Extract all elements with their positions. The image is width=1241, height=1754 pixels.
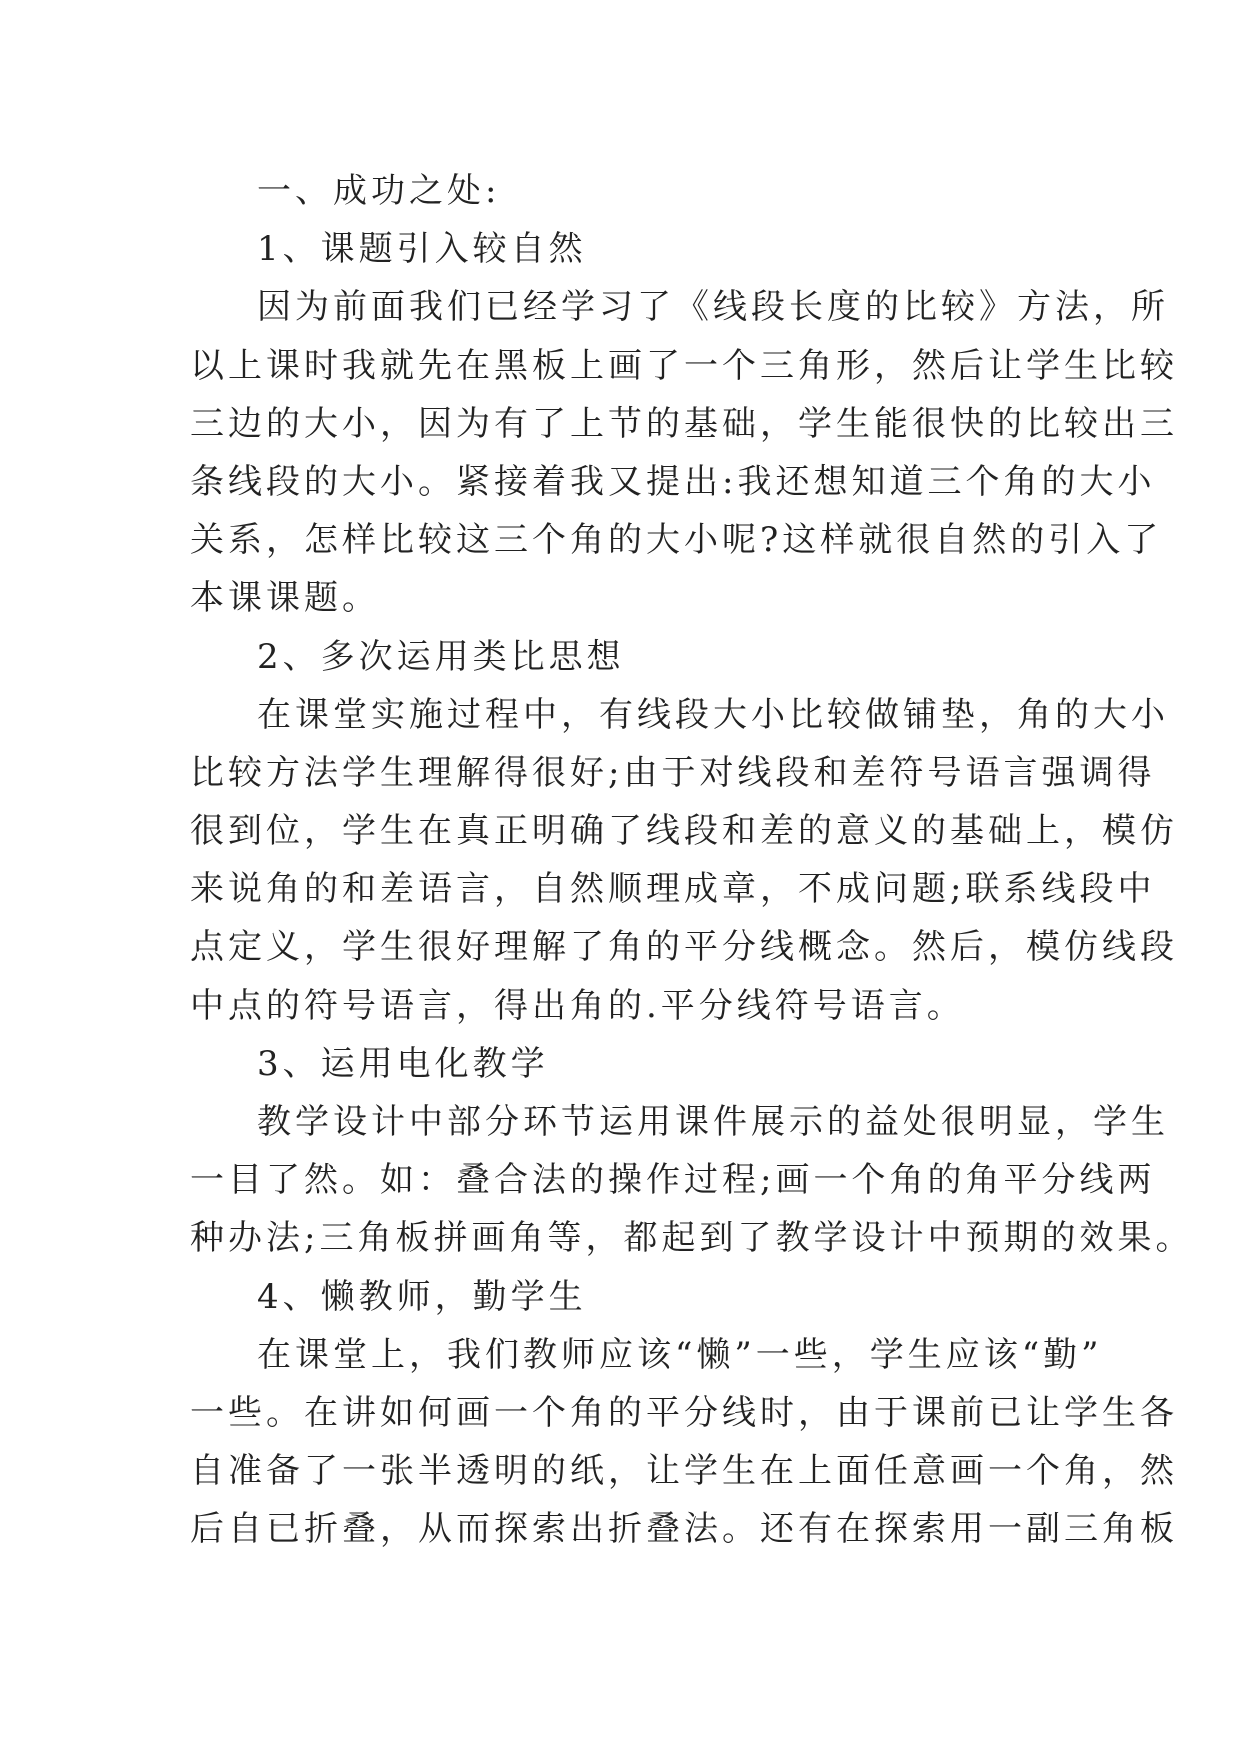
text-line: 2、多次运用类比思想 bbox=[257, 636, 625, 677]
text-line: 以上课时我就先在黑板上画了一个三角形，然后让学生比较 bbox=[190, 345, 1178, 386]
text-line: 中点的符号语言，得出角的.平分线符号语言。 bbox=[190, 985, 965, 1026]
text-line: 本课课题。 bbox=[190, 578, 380, 619]
text-line: 点定义，学生很好理解了角的平分线概念。然后，模仿线段 bbox=[190, 927, 1178, 968]
text-line: 种办法;三角板拼画角等，都起到了教学设计中预期的效果。 bbox=[190, 1218, 1194, 1259]
body-text bbox=[190, 162, 1194, 1559]
text-line: 后自已折叠，从而探索出折叠法。还有在探索用一副三角板 bbox=[190, 1509, 1178, 1550]
text-line: 自准备了一张半透明的纸，让学生在上面任意画一个角，然 bbox=[190, 1451, 1178, 1492]
text-line: 条线段的大小。紧接着我又提出:我还想知道三个角的大小 bbox=[190, 461, 1156, 502]
text-line: 很到位，学生在真正明确了线段和差的意义的基础上，模仿 bbox=[190, 811, 1178, 852]
text-line: 三边的大小，因为有了上节的基础，学生能很快的比较出三 bbox=[190, 403, 1178, 444]
text-line: 关系，怎样比较这三个角的大小呢?这样就很自然的引入了 bbox=[190, 520, 1163, 561]
text-line: 在课堂上，我们教师应该“懒”一些，学生应该“勤” bbox=[257, 1334, 1103, 1375]
text-line: 教学设计中部分环节运用课件展示的益处很明显，学生 bbox=[257, 1102, 1169, 1142]
text-line: 来说角的和差语言，自然顺理成章，不成问题;联系线段中 bbox=[190, 869, 1156, 910]
text-line: 在课堂实施过程中，有线段大小比较做铺垫，角的大小 bbox=[257, 694, 1169, 735]
text-line: 1、课题引入较自然 bbox=[257, 229, 587, 270]
text-line: 4、懒教师，勤学生 bbox=[257, 1276, 587, 1317]
text-line: 一、成功之处: bbox=[257, 171, 501, 211]
text-line: 一目了然。如：叠合法的操作过程;画一个角的角平分线两 bbox=[190, 1160, 1156, 1201]
text-line: 3、运用电化教学 bbox=[257, 1043, 549, 1084]
text-line: 一些。在讲如何画一个角的平分线时，由于课前已让学生各 bbox=[190, 1392, 1178, 1433]
text-line: 比较方法学生理解得很好;由于对线段和差符号语言强调得 bbox=[190, 752, 1156, 793]
text-line: 因为前面我们已经学习了《线段长度的比较》方法，所 bbox=[257, 287, 1169, 328]
